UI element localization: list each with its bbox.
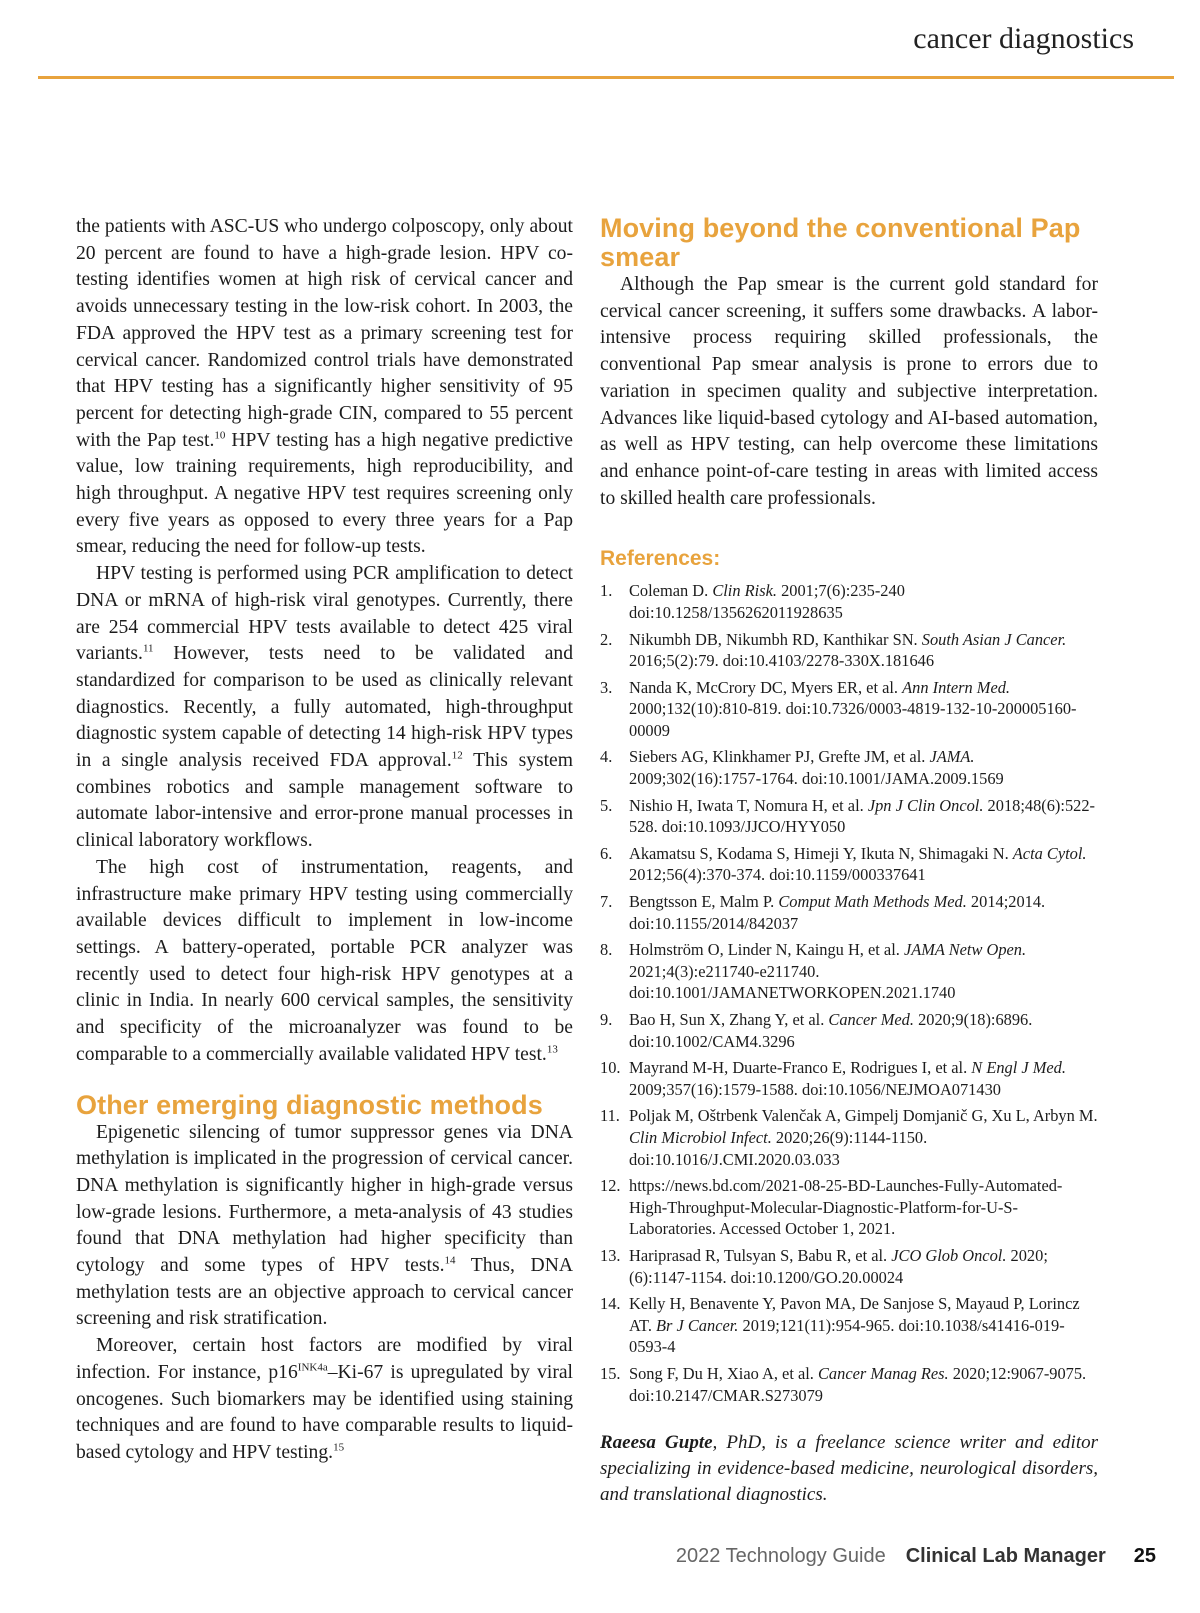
section-heading-other-methods: Other emerging diagnostic methods bbox=[76, 1089, 543, 1120]
reference-journal: Comput Math Methods Med. bbox=[778, 892, 967, 912]
reference-item: 2. Nikumbh DB, Nikumbh RD, Kanthikar SN. South Asian J Cancer. 2016;5(2):79. doi:10.4103/2278-330X.181646 bbox=[600, 629, 1067, 671]
citation-ref: 11 bbox=[142, 642, 154, 655]
reference-number: 6. bbox=[600, 843, 613, 863]
left-paragraph-1: the patients with ASC-US who undergo colposcopy, only about 20 percent are found to have a high-grade lesion. HPV co-testing identifies women at high risk of cervical cancer and avoids unnecessary testing in the low-risk cohort. In 2003, the FDA approved the HPV test as a primary screening test for cervical cancer. Randomized control trials have demonstrated that HPV testing has a significantly higher sensitivity of 95 percent for detecting high-grade CIN, compared to 55 percent with the Pap test.$^{10}$ HPV testing has a high negative predictive value, low training requirements, high reproducibility, and high throughput. A negative HPV test requires screening only every five years as opposed to every three years for a Pap smear, reducing the need for follow-up tests. bbox=[76, 216, 574, 558]
section-tag: cancer diagnostics bbox=[913, 22, 1134, 55]
reference-number: 4. bbox=[600, 747, 613, 767]
reference-item: 12. https://news.bd.com/2021-08-25-BD-Launches-Fully-Automated-High-Throughput-Molecular-Diagnostic-Platform-for-U-S-Laboratories. Accessed October 1, 2021. bbox=[600, 1176, 1063, 1239]
reference-journal: Clin Risk. bbox=[712, 581, 777, 601]
section-heading-beyond-pap: Moving beyond the conventional Pap smear bbox=[600, 213, 1081, 272]
reference-journal: Cancer Manag Res. bbox=[818, 1363, 949, 1383]
reference-journal: Cancer Med. bbox=[828, 1010, 914, 1030]
reference-journal: N Engl J Med. bbox=[971, 1058, 1066, 1078]
reference-item: 15. Song F, Du H, Xiao A, et al. Cancer Manag Res. 2020;12:9067-9075. doi:10.2147/CMAR.S273079 bbox=[600, 1363, 1087, 1405]
reference-item: 8. Holmström O, Linder N, Kaingu H, et al. JAMA Netw Open. 2021;4(3):e211740-e211740. doi:10.1001/JAMANETWORKOPEN.2021.1740 bbox=[600, 940, 1027, 1003]
reference-item: 14. Kelly H, Benavente Y, Pavon MA, De Sanjose S, Mayaud P, Lorincz AT. Br J Cancer. 2019;121(11):954-965. doi:10.1038/s41416-019-0593-4 bbox=[600, 1294, 1080, 1357]
left-paragraph-5: Moreover, certain host factors are modified by viral infection. For instance, $p16^{INK4a}-Ki-67$ is upregulated by viral oncogenes. Such biomarkers may be identified using staining techniques and are found to have comparable results to liquid-based cytology and HPV testing.$^{15}$ bbox=[76, 1335, 573, 1463]
author-name: Raeesa Gupte bbox=[600, 1432, 713, 1454]
reference-journal: Ann Intern Med. bbox=[902, 677, 1011, 697]
reference-number: 2. bbox=[600, 629, 613, 649]
reference-item: 13. Hariprasad R, Tulsyan S, Babu R, et al. JCO Glob Oncol. 2020;(6):1147-1154. doi:10.1200/GO.20.00024 bbox=[600, 1245, 1048, 1287]
reference-item: 3. Nanda K, McCrory DC, Myers ER, et al. Ann Intern Med. 2000;132(10):810-819. doi:10.7326/0003-4819-132-10-200005160-00009 bbox=[600, 677, 1077, 740]
references-list bbox=[600, 580, 1098, 1406]
citation-ref: 14 bbox=[444, 1254, 456, 1267]
reference-number: 14. bbox=[600, 1294, 621, 1314]
reference-journal: JAMA. bbox=[929, 747, 975, 767]
citation-ref: 13 bbox=[546, 1043, 558, 1056]
reference-journal: JAMA Netw Open. bbox=[903, 940, 1027, 960]
reference-number: 8. bbox=[600, 940, 613, 960]
page-number: 25 bbox=[1133, 1545, 1156, 1567]
reference-number: 1. bbox=[600, 581, 613, 601]
reference-number: 11. bbox=[600, 1106, 620, 1126]
reference-number: 15. bbox=[600, 1363, 621, 1383]
reference-journal: Br J Cancer. bbox=[656, 1315, 739, 1335]
footer-magazine-name: Clinical Lab Manager bbox=[905, 1545, 1106, 1567]
right-column bbox=[600, 214, 1098, 1508]
references-heading: References: bbox=[600, 547, 721, 571]
reference-journal: South Asian J Cancer. bbox=[921, 629, 1067, 649]
reference-number: 3. bbox=[600, 677, 613, 697]
reference-item: 7. Bengtsson E, Malm P. Comput Math Methods Med. 2014;2014. doi:10.1155/2014/842037 bbox=[600, 892, 1046, 933]
reference-item: 4. Siebers AG, Klinkhamer PJ, Grefte JM, et al. JAMA. 2009;302(16):1757-1764. doi:10.1001/JAMA.2009.1569 bbox=[600, 747, 1004, 789]
reference-item: 10. Mayrand M-H, Duarte-Franco E, Rodrigues I, et al. N Engl J Med. 2009;357(16):1579-1588. doi:10.1056/NEJMOA071430 bbox=[600, 1058, 1066, 1099]
reference-journal: Jpn J Clin Oncol. bbox=[867, 795, 984, 815]
reference-journal: Clin Microbiol Infect. bbox=[629, 1127, 772, 1147]
reference-number: 12. bbox=[600, 1176, 621, 1196]
reference-number: 9. bbox=[600, 1010, 613, 1030]
superscript-ink4a: INK4a bbox=[297, 1361, 328, 1374]
citation-ref: 15 bbox=[333, 1441, 345, 1454]
reference-number: 13. bbox=[600, 1245, 621, 1265]
citation-ref: 10 bbox=[214, 429, 226, 442]
reference-journal: JCO Glob Oncol. bbox=[891, 1245, 1007, 1265]
left-paragraph-3: The high cost of instrumentation, reagents, and infrastructure make primary HPV testing using commercially available devices difficult to implement in low-income settings. A battery-operated, portable PCR analyzer was recently used to detect four high-risk HPV genotypes at a clinic in India. In nearly 600 cervical samples, the sensitivity and specificity of the microanalyzer was found to be comparable to a commercially available validated HPV test.$^{13}$ bbox=[76, 856, 573, 1065]
reference-journal: Acta Cytol. bbox=[1012, 843, 1087, 863]
left-paragraph-4: Epigenetic silencing of tumor suppressor genes via DNA methylation is implicated in the progression of cervical cancer. DNA methylation is significantly higher in high-grade versus low-grade lesions. Furthermore, a meta-analysis of 43 studies found that DNA methylation had higher specificity than cytology and some types of HPV tests.$^{14}$ Thus, DNA methylation tests are an objective approach to cervical cancer screening and risk stratification. bbox=[76, 1121, 573, 1330]
reference-item: 5. Nishio H, Iwata T, Nomura H, et al. Jpn J Clin Oncol. 2018;48(6):522-528. doi:10.1093/JJCO/HYY050 bbox=[600, 795, 1095, 837]
footer-guide-label: 2022 Technology Guide bbox=[675, 1545, 886, 1567]
reference-item: 9. Bao H, Sun X, Zhang Y, et al. Cancer Med. 2020;9(18):6896. doi:10.1002/CAM4.3296 bbox=[600, 1010, 1033, 1051]
reference-number: 7. bbox=[600, 892, 613, 912]
citation-ref: 12 bbox=[451, 749, 463, 762]
reference-item: 6. Akamatsu S, Kodama S, Himeji Y, Ikuta N, Shimagaki N. Acta Cytol. 2012;56(4):370-374. doi:10.1159/000337641 bbox=[600, 843, 1087, 885]
right-paragraph-1: Although the Pap smear is the current gold standard for cervical cancer screening, it suffers some drawbacks. A labor-intensive process requiring skilled professionals, the conventional Pap smear analysis is prone to errors due to variation in specimen quality and subjective interpretation. Advances like liquid-based cytology and AI-based automation, as well as HPV testing, can help overcome these limitations and enhance point-of-care testing in areas with limited access to skilled health care professionals. bbox=[600, 274, 1098, 509]
reference-number: 10. bbox=[600, 1058, 621, 1078]
reference-item: 11. Poljak M, Oštrbenk Valenčak A, Gimpelj Domjanič G, Xu L, Arbyn M. Clin Microbiol Infect. 2020;26(9):1144-1150. doi:10.1016/J.CMI.2020.03.033 bbox=[600, 1106, 1098, 1169]
reference-number: 5. bbox=[600, 795, 613, 815]
reference-item: 1. Coleman D. Clin Risk. 2001;7(6):235-240 doi:10.1258/1356262011928635 bbox=[600, 581, 905, 622]
page-footer bbox=[676, 1545, 1156, 1568]
left-paragraph-2: HPV testing is performed using PCR amplification to detect DNA or mRNA of high-risk viral genotypes. Currently, there are 254 commercial HPV tests available to detect 425 viral variants.$^{11}$ However, tests need to be validated and standardized for comparison to be used as clinically relevant diagnostics. Recently, a fully automated, high-throughput diagnostic system capable of detecting 14 high-risk HPV types in a single analysis received FDA approval.$^{12}$ This system combines robotics and sample management software to automate labor-intensive and error-prone manual processes in clinical laboratory workflows. bbox=[76, 563, 573, 852]
left-column bbox=[76, 214, 573, 1467]
header-rule bbox=[38, 76, 1174, 79]
author-bio: Raeesa Gupte, PhD, is a freelance science writer and editor specializing in evidence-based medicine, neurological disorders, and translational diagnostics. bbox=[600, 1432, 1098, 1506]
